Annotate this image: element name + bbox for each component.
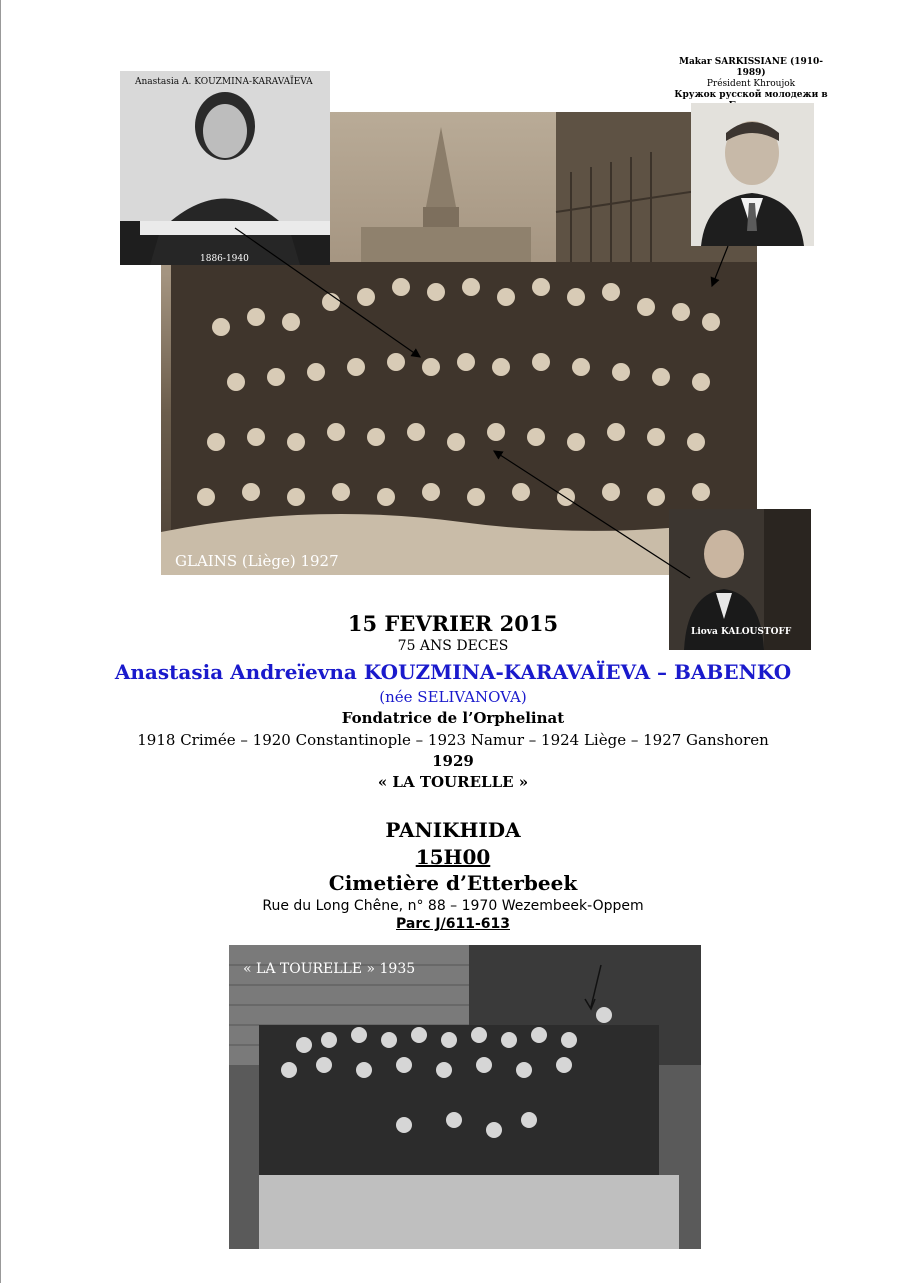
notice-role: Fondatrice de l’Orphelinat: [341, 709, 565, 727]
portrait-makar-club: Кружок русской молодежи в: [674, 90, 828, 100]
notice-plot: Parc J/611-613: [396, 916, 510, 932]
notice-year: 1929: [432, 752, 474, 770]
notice-place: Cimetière d’Etterbeek: [328, 871, 578, 895]
portrait-makar-name: Makar SARKISSIANE (1910-1989): [679, 57, 823, 78]
group-photo-1935-scene: [229, 945, 701, 1249]
notice-time: [0, 845, 906, 869]
arrow-1935: [579, 963, 609, 1013]
notice-maiden-name: (née SELIVANOVA): [379, 688, 527, 706]
arrow-to-makar: [712, 246, 728, 286]
notice-address: Rue du Long Chêne, n° 88 – 1970 Wezembeek-Oppem: [262, 898, 644, 914]
arrow-to-liova: [494, 451, 690, 578]
photo-caption-glains: GLAINS (Liège) 1927: [175, 552, 339, 570]
notice-date: 15 FEVRIER 2015: [347, 611, 559, 636]
portrait-anastasia-name: Anastasia A. KOUZMINA-KARAVAÏEVA: [135, 77, 313, 87]
portrait-makar-title: Président Khroujok: [706, 79, 796, 89]
notice-anniversary: 75 ANS DECES: [397, 638, 509, 654]
notice-institution: « LA TOURELLE »: [377, 773, 529, 791]
notice-full-name: Anastasia Andreïevna KOUZMINA-KARAVAÏEVA – BABENKO: [114, 660, 792, 684]
portrait-liova-name: Liova KALOUSTOFF: [691, 627, 792, 637]
notice-service: PANIKHIDA: [385, 818, 521, 842]
photo-caption-tourelle: « LA TOURELLE » 1935: [243, 961, 416, 977]
portrait-anastasia-years: 1886-1940: [200, 254, 249, 264]
notice-time-text: 15H00: [415, 845, 491, 869]
notice-history: 1918 Crimée – 1920 Constantinople – 1923 Namur – 1924 Liège – 1927 Ganshoren: [137, 731, 769, 749]
arrow-to-anastasia: [235, 228, 420, 357]
group-photo-1935: [229, 945, 701, 1249]
